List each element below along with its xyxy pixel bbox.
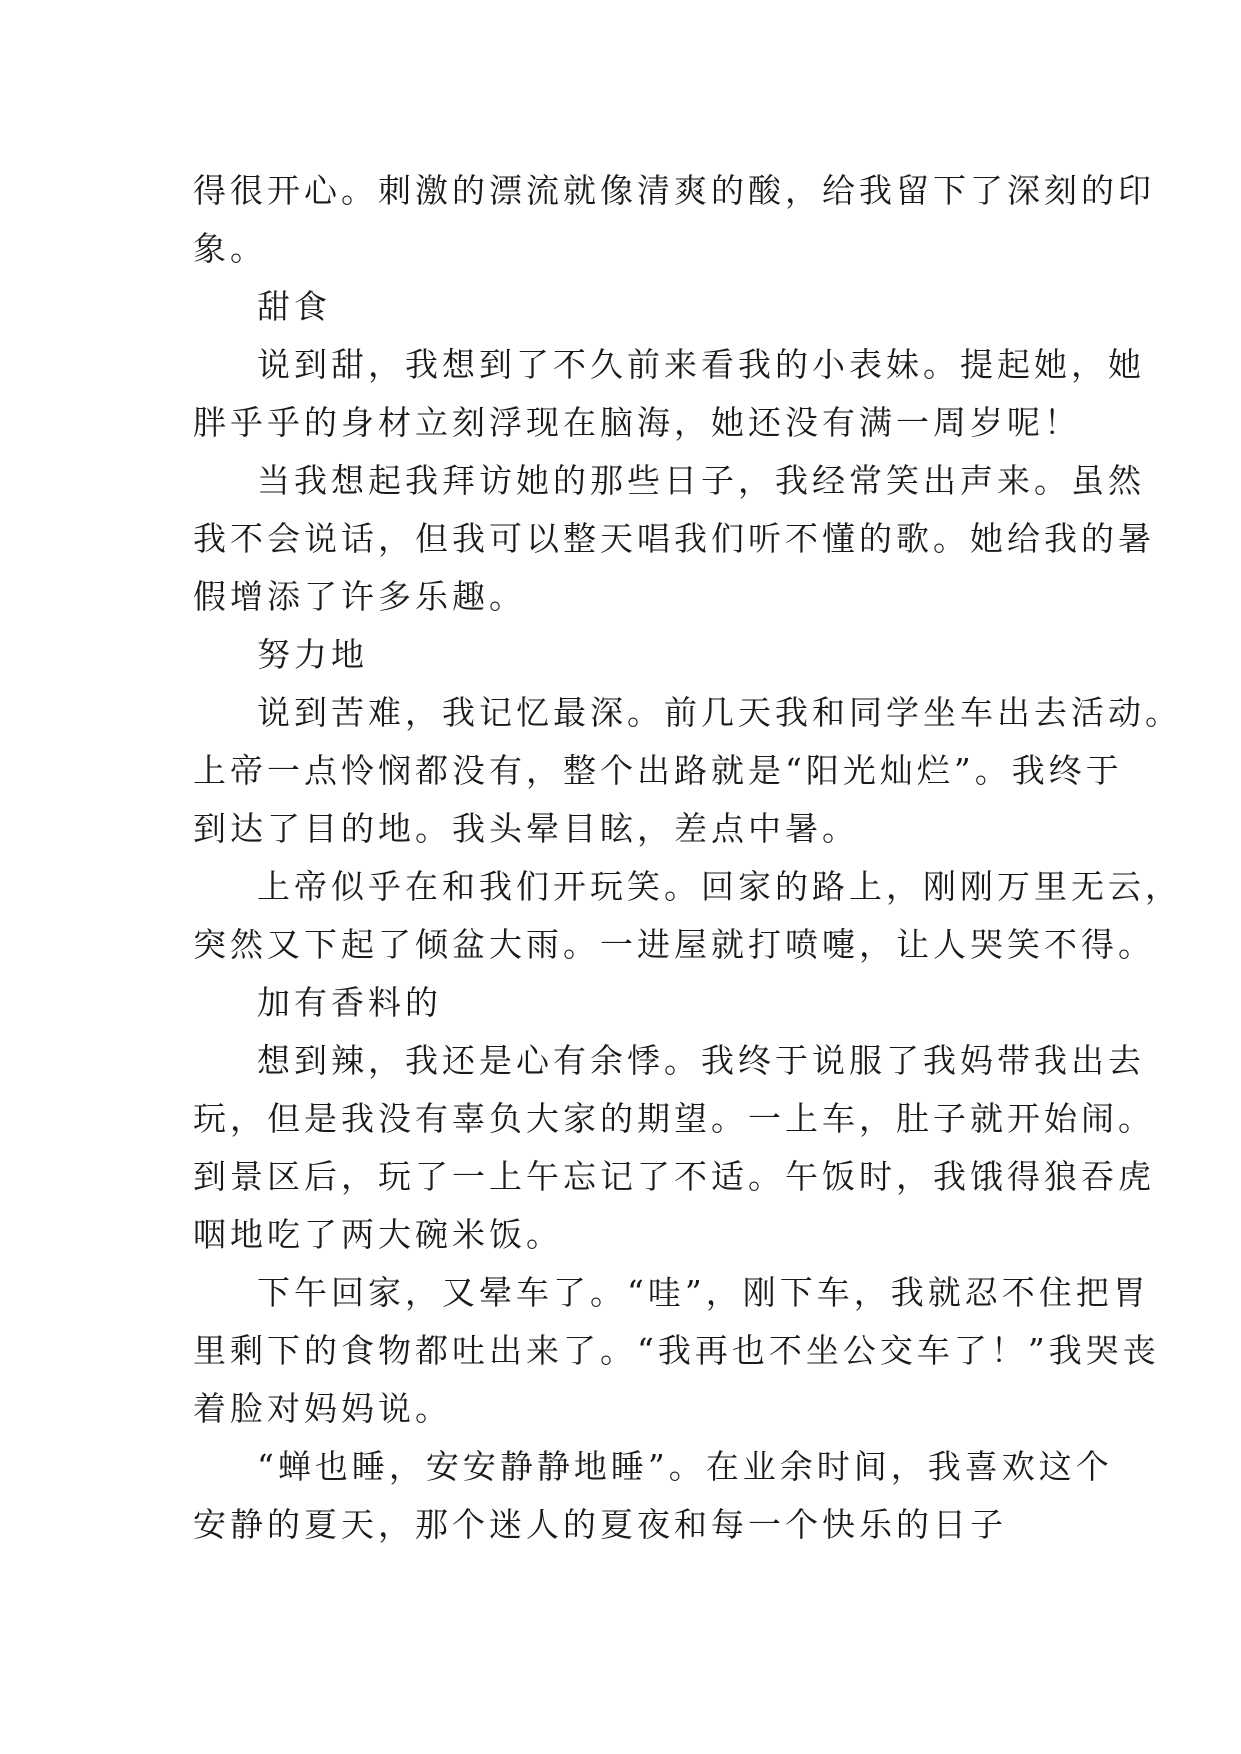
text-line: 当我想起我拜访她的那些日子，我经常笑出声来。虽然 [257,461,1145,500]
text-line: “蝉也睡，安安静静地睡”。在业余时间，我喜欢这个 [257,1447,1113,1486]
text-line: 想到辣，我还是心有余悸。我终于说服了我妈带我出去 [257,1041,1145,1080]
text-line: 说到甜，我想到了不久前来看我的小表妹。提起她，她 [257,345,1145,384]
text-line: 到达了目的地。我头晕目眩，差点中暑。 [193,809,859,848]
document-body [193,162,1182,1554]
text-line: 着脸对妈妈说。 [193,1389,452,1428]
text-line: 上帝似乎在和我们开玩笑。回家的路上，刚刚万里无云， [257,867,1182,906]
text-line: 胖乎乎的身材立刻浮现在脑海，她还没有满一周岁呢！ [193,403,1081,442]
text-line: 说到苦难，我记忆最深。前几天我和同学坐车出去活动。 [257,693,1182,732]
text-line: 到景区后，玩了一上午忘记了不适。午饭时，我饿得狼吞虎 [193,1157,1155,1196]
text-line: 突然又下起了倾盆大雨。一进屋就打喷嚏，让人哭笑不得。 [193,925,1155,964]
text-line: 象。 [193,229,267,268]
text-line: 咽地吃了两大碗米饭。 [193,1215,563,1254]
text-line: 玩，但是我没有辜负大家的期望。一上车，肚子就开始闹。 [193,1099,1155,1138]
section-heading: 努力地 [257,635,368,674]
text-line: 下午回家，又晕车了。“哇”，刚下车，我就忍不住把胃 [257,1273,1150,1312]
text-line: 里剩下的食物都吐出来了。“我再也不坐公交车了！”我哭丧 [193,1331,1160,1370]
text-line: 得很开心。刺激的漂流就像清爽的酸，给我留下了深刻的印 [193,171,1155,210]
section-heading: 加有香料的 [257,983,442,1022]
section-heading: 甜食 [257,287,331,326]
text-line: 假增添了许多乐趣。 [193,577,526,616]
text-line: 安静的夏天，那个迷人的夏夜和每一个快乐的日子 [193,1505,1007,1544]
text-line: 上帝一点怜悯都没有，整个出路就是“阳光灿烂”。我终于 [193,751,1123,790]
text-line: 我不会说话，但我可以整天唱我们听不懂的歌。她给我的暑 [193,519,1155,558]
